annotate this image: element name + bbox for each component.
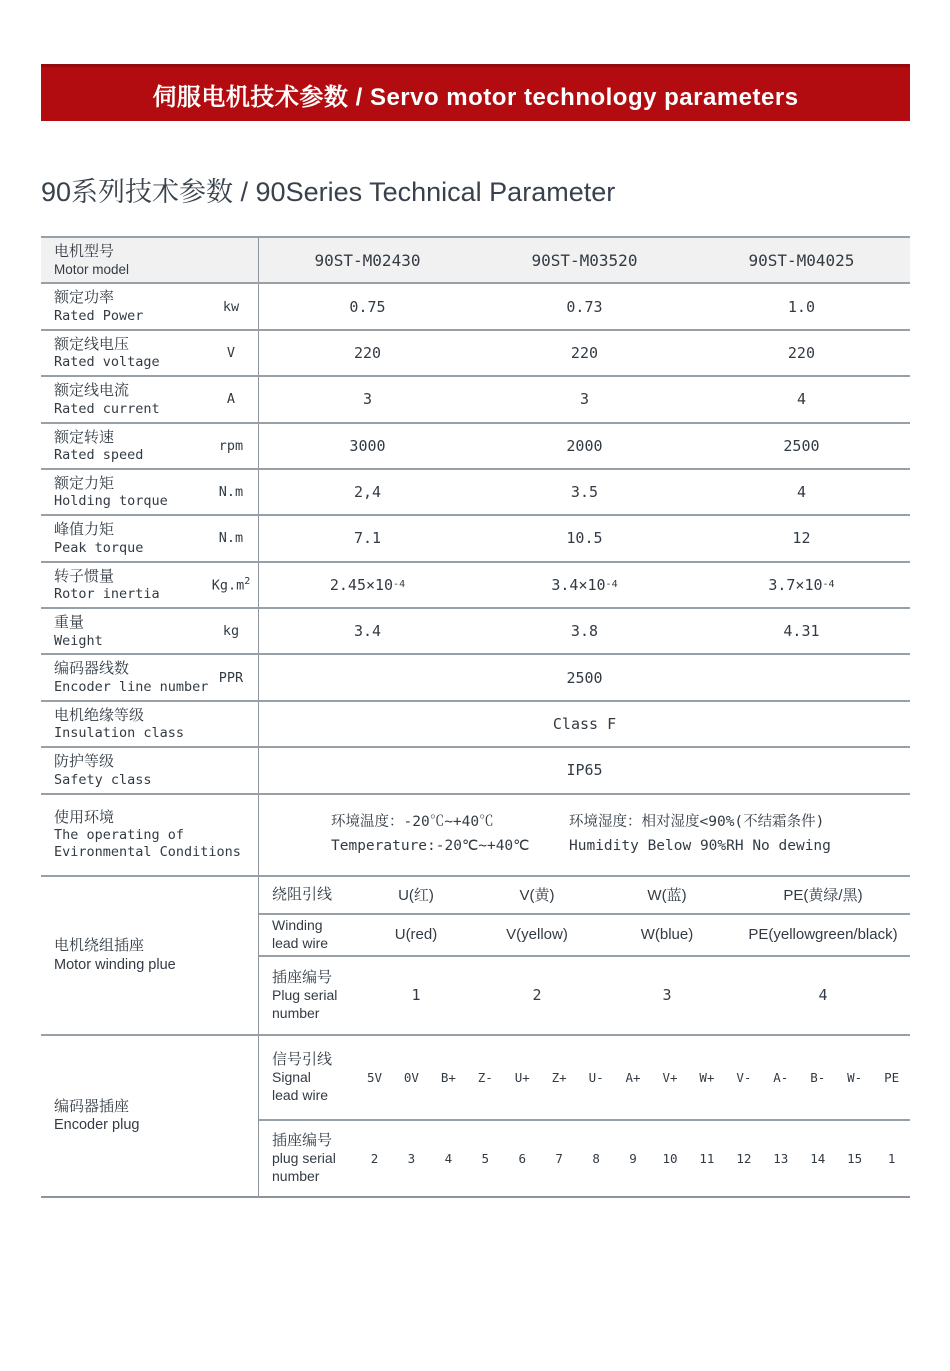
serial-value: 11 [699, 1150, 715, 1166]
serial-value: 2 [532, 986, 542, 1004]
lead-value: PE(黄绿/黑) [783, 887, 863, 904]
param-en: Encoder line number [54, 678, 209, 695]
table-row-weight [41, 607, 910, 653]
serial-value: 14 [810, 1150, 826, 1166]
table-row-safety-class [41, 746, 910, 792]
param-en: Rated speed [54, 447, 144, 463]
table-row-rotor-inertia [41, 561, 910, 607]
encoder-serial-row: 插座编号 plug serial number 2 3 4 5 6 7 8 9 10 11 12 13 14 15 1 [259, 1119, 910, 1196]
table-row-rated-speed [41, 422, 910, 468]
humidity-zh: 环境湿度：相对湿度<90%(不结霜条件) [569, 813, 825, 830]
lead-value: W(蓝) [647, 887, 687, 904]
param-en: Rated Power [54, 307, 144, 324]
value-cell: Class F [552, 714, 617, 733]
serial-value: 9 [629, 1150, 637, 1166]
table-row-peak-torque [41, 514, 910, 560]
lead-value: W(blue) [640, 926, 694, 943]
param-en: Evironmental Conditions [54, 844, 241, 861]
value-cell: IP65 [566, 761, 603, 780]
model-name: 90ST-M03520 [531, 250, 638, 270]
serial-value: 8 [592, 1150, 600, 1166]
winding-section-label: 电机绕组插座 Motor winding plue [41, 877, 259, 1034]
unit-label: N.m [218, 530, 244, 547]
serial-value: 4 [444, 1150, 453, 1166]
param-en: The operating of [54, 827, 185, 844]
param-en: Insulation class [54, 725, 185, 742]
value-cell: 3.4×10 -4 [551, 575, 618, 594]
value-cell: 220 [570, 343, 599, 362]
param-zh: 额定转速 [54, 428, 115, 446]
signal-value: Z- [477, 1069, 493, 1085]
signal-value: B+ [440, 1069, 456, 1085]
winding-serial-row: 插座编号 Plug serial number 1 2 3 4 [259, 955, 910, 1034]
lead-value: V(黄) [519, 887, 555, 904]
value-cell: 2000 [566, 436, 603, 455]
unit-label: $Kg.m^2$ [211, 576, 251, 594]
param-zh: 峰值力矩 [54, 521, 115, 539]
lead-value: PE(yellowgreen/black) [748, 926, 898, 943]
unit-label: kw [222, 298, 240, 315]
param-en: Holding torque [54, 493, 168, 510]
signal-value: 5V [366, 1069, 382, 1085]
value-cell: 0.73 [566, 297, 603, 316]
serial-value: 2 [370, 1150, 379, 1166]
value-cell: 2500 [783, 436, 820, 455]
temperature-zh: 环境温度：-20℃~+40℃ [331, 813, 494, 830]
header-label-en: Motor model [54, 261, 130, 277]
unit-label: rpm [218, 437, 244, 454]
param-zh: 额定线电流 [54, 382, 130, 400]
environment-humidity [569, 811, 910, 859]
unit-label: kg [222, 623, 240, 640]
encoder-section-label: 编码器插座 Encoder plug [41, 1036, 259, 1196]
unit-label: PPR [218, 669, 244, 686]
environment-temperature [259, 811, 569, 859]
table-row-holding-torque [41, 468, 910, 514]
serial-value: 10 [662, 1150, 678, 1166]
value-cell: 2.45×10 -4 [329, 575, 406, 594]
winding-lead-row-zh: 绕阻引线 U(红) V(黄) W(蓝) PE(黄绿/黑) [259, 877, 910, 913]
humidity-en: Humidity Below 90%RH No dewing [569, 837, 831, 854]
table-row-insulation-class [41, 700, 910, 746]
param-zh: 电机绝缘等级 [54, 706, 145, 724]
banner-title: 伺服电机技术参数 / Servo motor technology parameters [152, 83, 799, 111]
serial-value: 3 [662, 986, 672, 1004]
value-cell: 4 [796, 390, 806, 409]
table-section-winding-plug [41, 875, 910, 1034]
encoder-signal-list [356, 1070, 910, 1085]
serial-value: 15 [847, 1150, 863, 1166]
value-cell: 3 [362, 390, 372, 409]
value-cell: 2,4 [353, 483, 382, 502]
param-en: Rated voltage [54, 354, 160, 371]
parameter-table [41, 236, 910, 1198]
param-en: Rotor inertia [54, 586, 160, 603]
serial-value: 1 [411, 986, 421, 1004]
header-label-zh: 电机型号 [54, 243, 115, 260]
lead-value: V(yellow) [506, 926, 568, 943]
signal-value: U- [588, 1069, 604, 1085]
value-cell: 4 [796, 483, 806, 502]
serial-value: 1 [887, 1150, 896, 1166]
value-cell: 3000 [349, 436, 386, 455]
signal-value: A- [773, 1069, 789, 1085]
param-zh: 额定功率 [54, 289, 115, 307]
signal-value: U+ [514, 1069, 530, 1085]
value-cell: 12 [792, 529, 811, 548]
param-zh: 额定线电压 [54, 335, 130, 353]
table-header-row [41, 236, 910, 282]
value-cell: 220 [353, 343, 382, 362]
param-zh: 编码器线数 [54, 660, 130, 678]
lead-value: U(红) [398, 887, 434, 904]
signal-value: 0V [403, 1069, 419, 1085]
signal-value: A+ [625, 1069, 641, 1085]
signal-value: PE [884, 1069, 900, 1085]
winding-lead-row-en: Winding lead wire U(red) V(yellow) W(blue) PE(yellowgreen/black) [259, 913, 910, 955]
page-title: 90系列技术参数 / 90Series Technical Parameter [41, 177, 616, 207]
value-cell: 10.5 [566, 529, 603, 548]
value-cell: 3.4 [353, 622, 382, 641]
unit-label: N.m [218, 484, 244, 501]
value-cell: 3 [579, 390, 589, 409]
signal-value: W- [847, 1069, 863, 1085]
encoder-serial-list [356, 1151, 910, 1166]
value-cell: 4.31 [783, 622, 820, 641]
signal-value: W+ [699, 1069, 715, 1085]
table-row-rated-power [41, 282, 910, 328]
section-banner [41, 64, 910, 121]
serial-value: 12 [736, 1150, 752, 1166]
value-cell: 220 [787, 343, 815, 362]
value-cell: 7.1 [353, 529, 382, 548]
table-row-encoder-lines [41, 653, 910, 699]
table-row-environment [41, 793, 910, 875]
value-cell: 3.8 [570, 622, 599, 641]
value-cell: 3.5 [570, 483, 599, 502]
param-zh: 防护等级 [54, 753, 115, 771]
table-row-rated-voltage [41, 329, 910, 375]
serial-value: 7 [555, 1150, 563, 1166]
param-zh: 使用环境 [54, 808, 115, 826]
serial-value: 4 [818, 986, 828, 1004]
unit-label: V [226, 344, 236, 361]
header-param-cell [41, 238, 259, 282]
param-en: Rated current [54, 400, 160, 417]
signal-value: V+ [662, 1069, 678, 1085]
model-name: 90ST-M04025 [748, 250, 855, 270]
encoder-signal-row: 信号引线 Signal lead wire 5V 0V B+ Z- U+ Z+ U- A+ V+ W+ V- A- B- W- PE [259, 1036, 910, 1119]
serial-value: 3 [407, 1150, 416, 1166]
model-name: 90ST-M02430 [314, 250, 421, 270]
param-en: Peak torque [54, 539, 144, 556]
temperature-en: Temperature:-20℃~+40℃ [331, 837, 530, 854]
serial-value: 5 [481, 1150, 490, 1166]
param-zh: 额定力矩 [54, 474, 115, 492]
value-cell: 2500 [566, 668, 603, 687]
param-en: Weight [54, 632, 103, 649]
param-zh: 重量 [54, 614, 85, 631]
param-en: Safety class [54, 771, 152, 788]
signal-value: V- [736, 1069, 752, 1085]
unit-label: A [226, 391, 236, 408]
value-cell: 1.0 [787, 297, 815, 316]
param-zh: 转子惯量 [54, 567, 115, 585]
value-cell: 3.7×10 -4 [768, 575, 835, 594]
lead-value: U(red) [394, 926, 438, 943]
signal-value: Z+ [551, 1069, 567, 1085]
value-cell: 0.75 [349, 297, 386, 316]
table-section-encoder-plug [41, 1034, 910, 1196]
table-row-rated-current [41, 375, 910, 421]
serial-value: 13 [773, 1150, 789, 1166]
serial-value: 6 [518, 1150, 526, 1166]
signal-value: B- [810, 1069, 826, 1085]
